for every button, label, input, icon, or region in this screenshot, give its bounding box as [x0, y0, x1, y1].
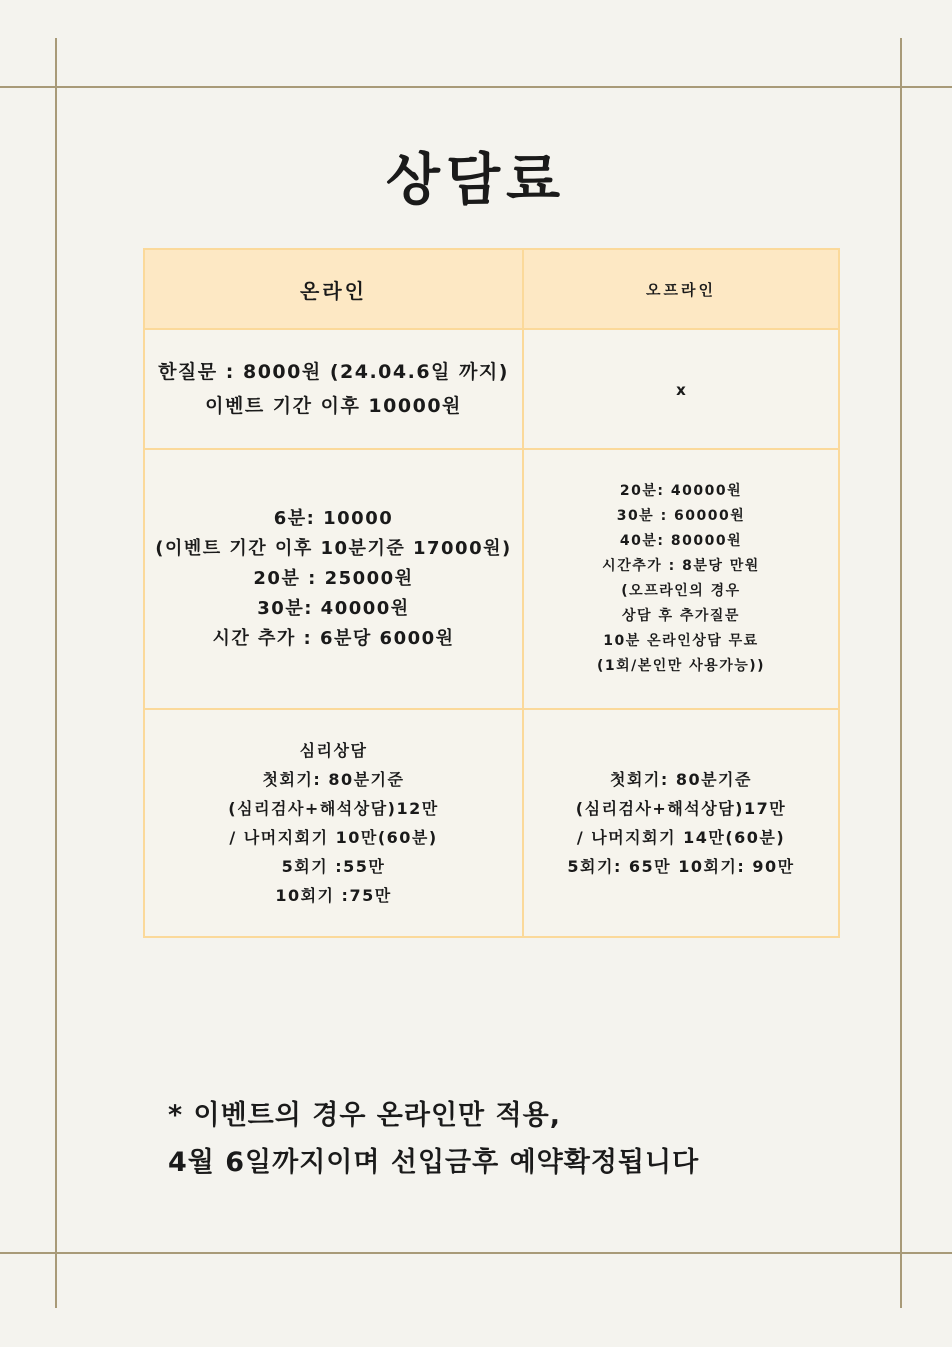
cell-line: 10회기 :75만: [275, 886, 392, 905]
cell-online-single-question: [144, 329, 523, 449]
cell-line: (심리검사+해석상담)12만: [228, 799, 439, 818]
cell-line: 30분 : 60000원: [616, 508, 746, 524]
cell-online-counseling: [144, 709, 523, 937]
cell-line: (오프라인의 경우: [621, 583, 741, 599]
table-row: [144, 449, 839, 709]
table-header-row: [144, 249, 839, 329]
event-note-line-2: 4월 6일까지이며 선입금후 예약확정됩니다: [168, 1147, 700, 1178]
cell-line: 시간 추가 : 6분당 6000원: [212, 628, 455, 649]
cell-line: 이벤트 기간 이후 10000원: [205, 395, 462, 417]
frame-line-bottom: [0, 1252, 952, 1254]
cell-line: 심리상담: [299, 741, 368, 760]
cell-line: (1회/본인만 사용가능)): [596, 658, 766, 674]
cell-line: 5회기 :55만: [281, 857, 386, 876]
frame-line-top: [0, 86, 952, 88]
cell-line: 6분: 10000: [273, 508, 394, 529]
frame-line-left: [55, 38, 57, 1308]
cell-online-timed: [144, 449, 523, 709]
cell-line: 20분 : 25000원: [253, 568, 414, 589]
cell-line: / 나머지회기 10만(60분): [229, 828, 438, 847]
cell-line: 상담 후 추가질문: [622, 608, 740, 624]
header-online: 온라인: [144, 249, 523, 329]
cell-line: 20분: 40000원: [619, 483, 743, 499]
cell-offline-timed: [523, 449, 839, 709]
cell-line: 40분: 80000원: [619, 533, 743, 549]
event-note-line-1: * 이벤트의 경우 온라인만 적용,: [168, 1100, 561, 1131]
cell-offline-single-question: [523, 329, 839, 449]
cell-line: / 나머지회기 14만(60분): [576, 828, 786, 847]
page-title: 상담료: [385, 148, 567, 213]
not-available-mark: x: [676, 380, 686, 399]
cell-offline-counseling: [523, 709, 839, 937]
cell-line: 30분: 40000원: [257, 598, 410, 619]
table-row: [144, 709, 839, 937]
cell-line: 한질문 : 8000원 (24.04.6일 까지): [158, 361, 509, 383]
cell-line: 첫회기: 80분기준: [610, 770, 752, 789]
header-offline: 오프라인: [523, 249, 839, 329]
frame-line-right: [900, 38, 902, 1308]
cell-line: (이벤트 기간 이후 10분기준 17000원): [155, 538, 512, 559]
price-table: [143, 248, 840, 938]
event-note: [168, 1092, 868, 1186]
table-row: [144, 329, 839, 449]
cell-line: 5회기: 65만 10회기: 90만: [567, 857, 795, 876]
cell-line: (심리검사+해석상담)17만: [575, 799, 787, 818]
cell-line: 첫회기: 80분기준: [262, 770, 405, 789]
cell-line: 10분 온라인상담 무료: [603, 633, 759, 649]
cell-line: 시간추가 : 8분당 만원: [602, 558, 760, 574]
